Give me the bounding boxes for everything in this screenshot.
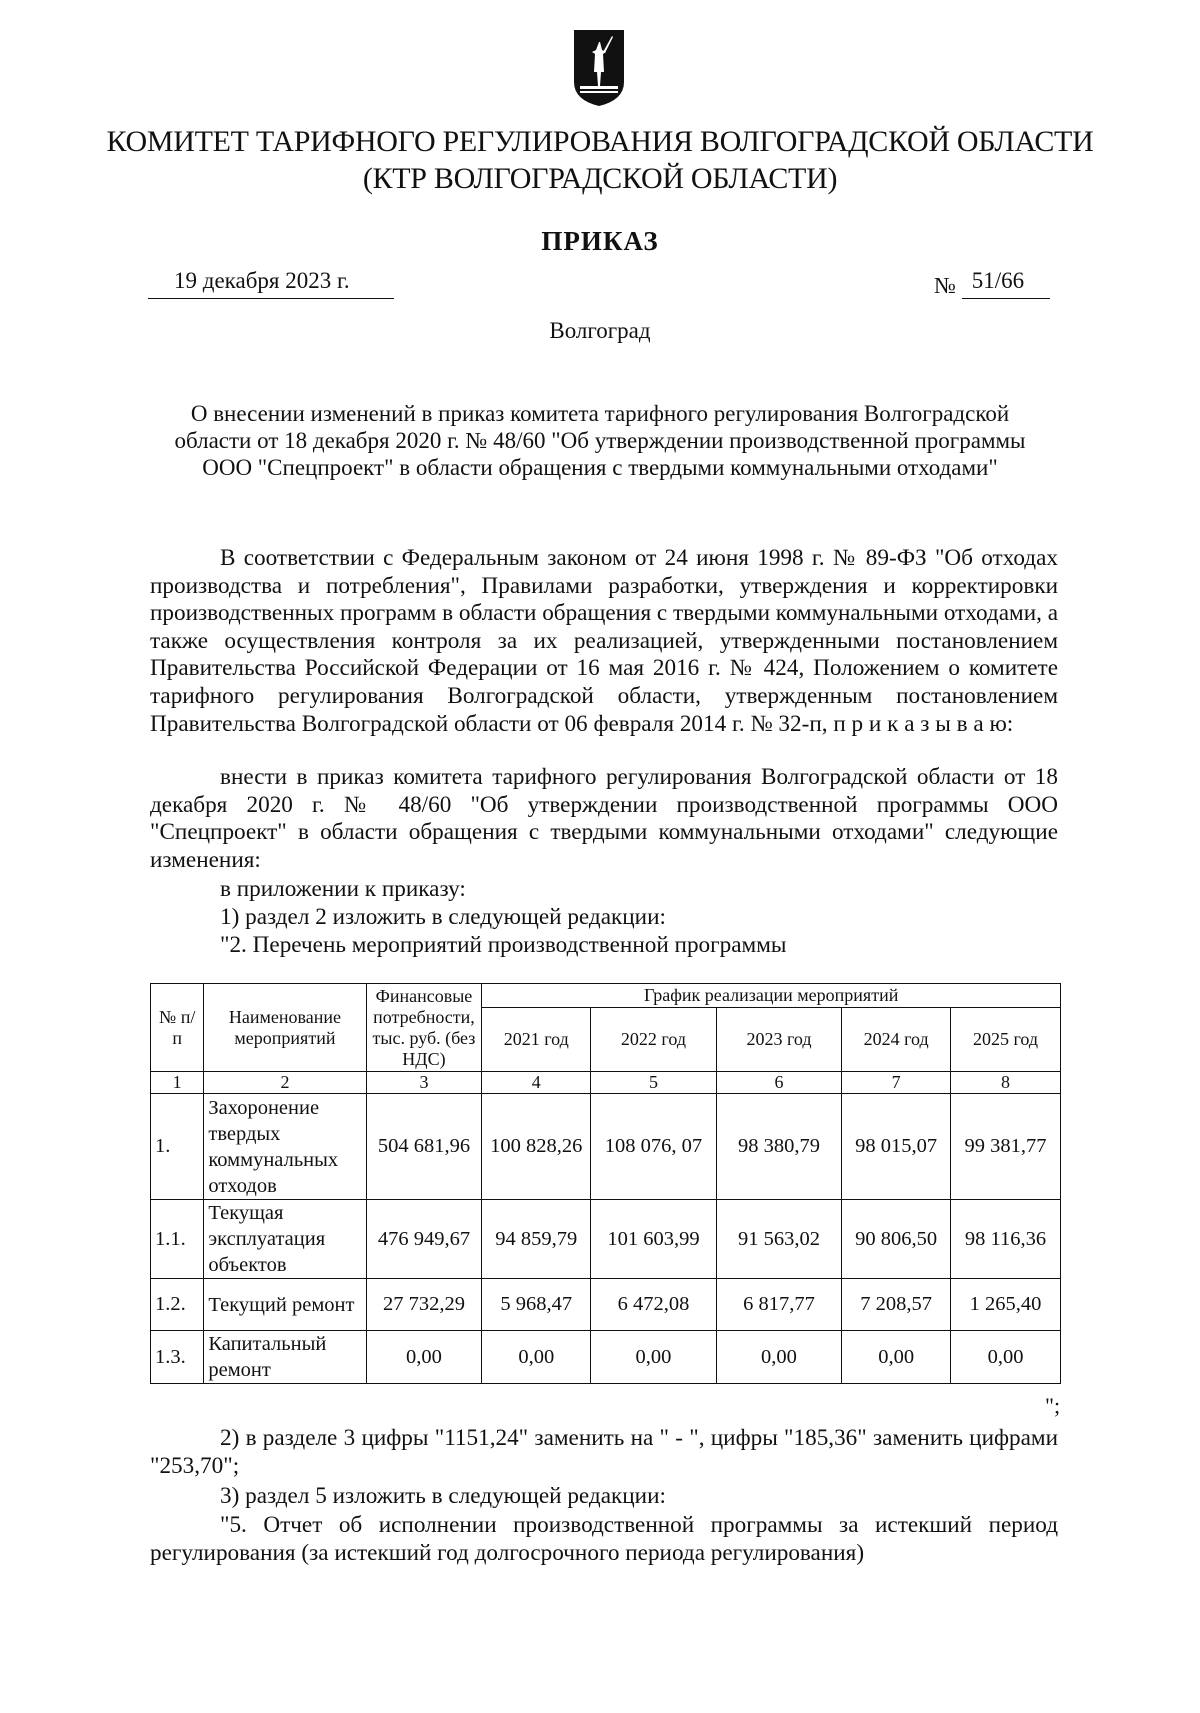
row-2022: 108 076, 07 bbox=[591, 1094, 717, 1200]
header-schedule: График реализации мероприятий bbox=[482, 984, 1061, 1008]
column-number: 4 bbox=[482, 1072, 591, 1094]
row-2025: 98 116,36 bbox=[951, 1200, 1061, 1279]
column-number: 1 bbox=[151, 1072, 204, 1094]
row-2025: 1 265,40 bbox=[951, 1279, 1061, 1331]
header-year: 2021 год bbox=[482, 1008, 591, 1072]
row-2025: 0,00 bbox=[951, 1331, 1061, 1384]
row-2021: 5 968,47 bbox=[482, 1279, 591, 1331]
column-number: 5 bbox=[591, 1072, 717, 1094]
item-3-line: 3) раздел 5 изложить в следующей редакции: bbox=[220, 1483, 666, 1509]
row-number: 1. bbox=[151, 1094, 204, 1200]
row-name: Текущий ремонт bbox=[204, 1279, 366, 1331]
city: Волгоград bbox=[549, 318, 651, 343]
row-2021: 94 859,79 bbox=[482, 1200, 591, 1279]
row-finance: 504 681,96 bbox=[366, 1094, 482, 1200]
column-number: 3 bbox=[366, 1072, 482, 1094]
order-date: 19 декабря 2023 г. bbox=[148, 268, 394, 299]
amendment-paragraph: внести в приказ комитета тарифного регулирования Волгоградской области от 18 декабря 2020 г. № 48/60 "Об утверждении производственной программы ООО "Спецпроект" в области обращения с твердыми коммунальными отходами" следующие изменения: bbox=[150, 764, 1058, 873]
column-numbers-row bbox=[151, 1072, 1061, 1094]
row-2023: 6 817,77 bbox=[716, 1279, 842, 1331]
row-2022: 6 472,08 bbox=[591, 1279, 717, 1331]
organization-abbreviation: (КТР ВОЛГОГРАДСКОЙ ОБЛАСТИ) bbox=[362, 162, 838, 195]
row-2024: 90 806,50 bbox=[842, 1200, 951, 1279]
row-number: 1.3. bbox=[151, 1331, 204, 1384]
volgograd-emblem bbox=[570, 28, 628, 108]
header-year: 2023 год bbox=[716, 1008, 842, 1072]
row-name: Капитальный ремонт bbox=[204, 1331, 366, 1384]
table-row bbox=[151, 1331, 1061, 1384]
row-name: Текущая эксплуатация объектов bbox=[204, 1200, 366, 1279]
table-row bbox=[151, 1200, 1061, 1279]
order-number: 51/66 bbox=[962, 268, 1050, 299]
column-number: 2 bbox=[204, 1072, 366, 1094]
order-number-block bbox=[934, 268, 1050, 299]
appendix-line: в приложении к приказу: bbox=[220, 876, 466, 902]
section-5-paragraph: "5. Отчет об исполнении производственной программы за истекший период регулирования (за истекший год долгосрочного периода регулирования) bbox=[150, 1512, 1058, 1566]
header-num: № п/п bbox=[151, 984, 204, 1072]
organization-name: КОМИТЕТ ТАРИФНОГО РЕГУЛИРОВАНИЯ ВОЛГОГРАДСКОЙ ОБЛАСТИ bbox=[106, 125, 1094, 158]
row-number: 1.2. bbox=[151, 1279, 204, 1331]
row-finance: 27 732,29 bbox=[366, 1279, 482, 1331]
table-row bbox=[151, 1094, 1061, 1200]
item-2-paragraph: 2) в разделе 3 цифры "1151,24" заменить на " - ", цифры "185,36" заменить цифрами "253,70"; bbox=[150, 1425, 1058, 1479]
table-row bbox=[151, 1279, 1061, 1331]
row-2023: 91 563,02 bbox=[716, 1200, 842, 1279]
order-subject: О внесении изменений в приказ комитета тарифного регулирования Волгоградской области от 18 декабря 2020 г. № 48/60 "Об утверждении производственной программы ООО "Спецпроект" в области обращения с твердыми коммунальными отходами" bbox=[174, 401, 1026, 480]
row-2024: 7 208,57 bbox=[842, 1279, 951, 1331]
column-number: 8 bbox=[951, 1072, 1061, 1094]
measures-table bbox=[150, 983, 1061, 1384]
document-type-title: ПРИКАЗ bbox=[541, 226, 659, 256]
row-name: Захоронение твердых коммунальных отходов bbox=[204, 1094, 366, 1200]
number-label: № bbox=[934, 273, 956, 298]
row-number: 1.1. bbox=[151, 1200, 204, 1279]
item-1-line: 1) раздел 2 изложить в следующей редакции: bbox=[220, 904, 666, 930]
row-2024: 98 015,07 bbox=[842, 1094, 951, 1200]
header-year: 2024 год bbox=[842, 1008, 951, 1072]
row-finance: 0,00 bbox=[366, 1331, 482, 1384]
section-2-title: "2. Перечень мероприятий производственной программы bbox=[220, 932, 787, 958]
row-2022: 101 603,99 bbox=[591, 1200, 717, 1279]
row-2021: 100 828,26 bbox=[482, 1094, 591, 1200]
row-2023: 98 380,79 bbox=[716, 1094, 842, 1200]
header-finance: Финансовые потребности, тыс. руб. (без НДС) bbox=[366, 984, 482, 1072]
row-2022: 0,00 bbox=[591, 1331, 717, 1384]
row-2024: 0,00 bbox=[842, 1331, 951, 1384]
header-year: 2022 год bbox=[591, 1008, 717, 1072]
header-name: Наименование мероприятий bbox=[204, 984, 366, 1072]
table-closing-mark: "; bbox=[1045, 1393, 1061, 1418]
preamble-paragraph: В соответствии с Федеральным законом от 24 июня 1998 г. № 89-ФЗ "Об отходах производства и потребления", Правилами разработки, утверждения и корректировки производственных программ в области обращения с твердыми коммунальными отходами, а также осуществления контроля за их реализацией, утвержденными постановлением Правительства Российской Федерации от 16 мая 2016 г. № 424, Положением о комитете тарифного регулирования Волгоградской области, утвержденным постановлением Правительства Волгоградской области от 06 февраля 2014 г. № 32-п, п р и к а з ы в а ю: bbox=[150, 545, 1058, 737]
header-year: 2025 год bbox=[951, 1008, 1061, 1072]
column-number: 7 bbox=[842, 1072, 951, 1094]
row-finance: 476 949,67 bbox=[366, 1200, 482, 1279]
row-2023: 0,00 bbox=[716, 1331, 842, 1384]
row-2025: 99 381,77 bbox=[951, 1094, 1061, 1200]
column-number: 6 bbox=[716, 1072, 842, 1094]
row-2021: 0,00 bbox=[482, 1331, 591, 1384]
